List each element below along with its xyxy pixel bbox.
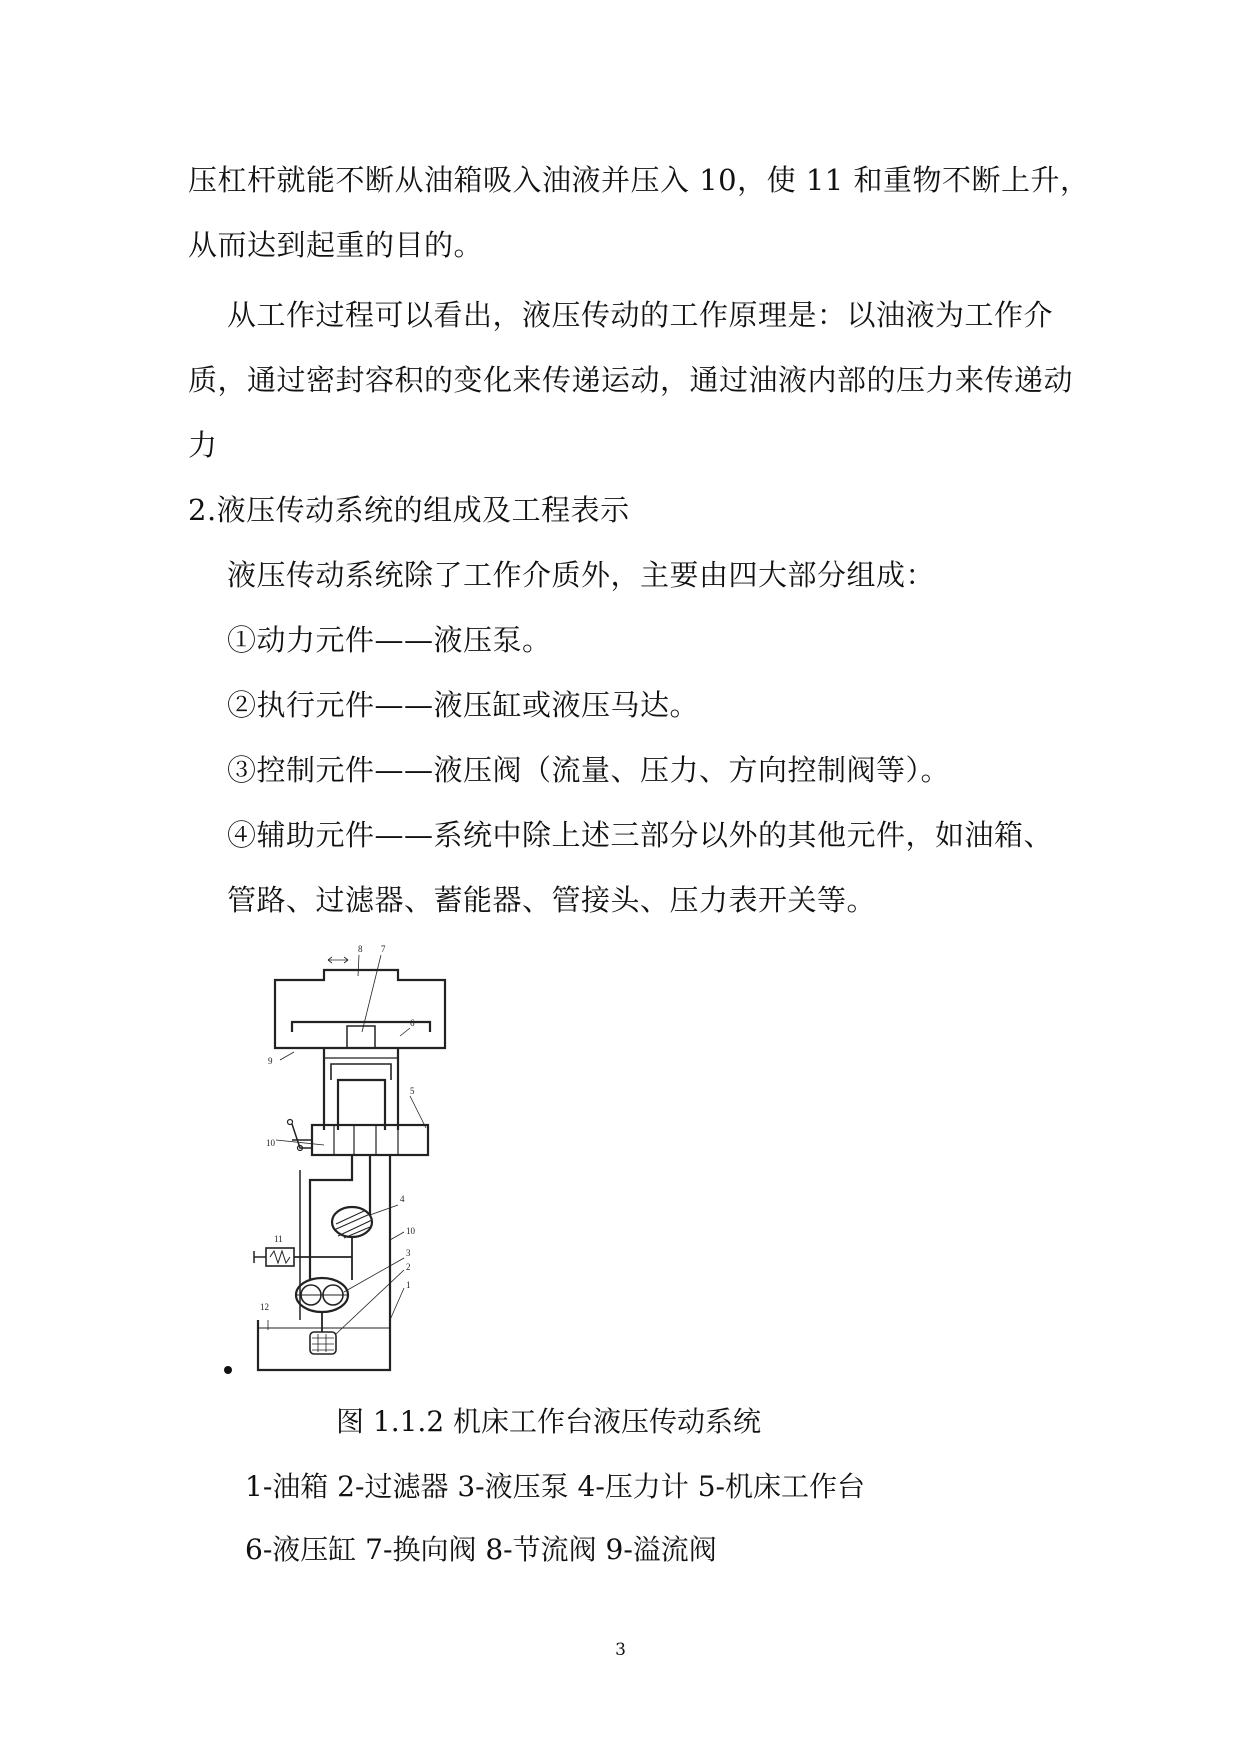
direction-valve bbox=[312, 1125, 428, 1155]
label-2: 2 bbox=[406, 1262, 411, 1272]
label-11: 11 bbox=[274, 1234, 283, 1244]
list-item: ④辅助元件——系统中除上述三部分以外的其他元件，如油箱、 bbox=[227, 818, 1054, 852]
label-10: 10 bbox=[266, 1138, 275, 1148]
section-heading: 2.液压传动系统的组成及工程表示 bbox=[188, 493, 630, 527]
worktable bbox=[275, 970, 445, 1048]
label-3: 3 bbox=[406, 1248, 411, 1258]
label-7: 7 bbox=[381, 944, 386, 954]
label-5: 5 bbox=[410, 1086, 415, 1096]
list-item: 管路、过滤器、蓄能器、管接头、压力表开关等。 bbox=[227, 883, 877, 917]
text-line: 从而达到起重的目的。 bbox=[188, 228, 484, 262]
text-line: 从工作过程可以看出，液压传动的工作原理是：以油液为工作介 bbox=[227, 298, 1054, 332]
valve-lever bbox=[292, 1124, 312, 1148]
filter bbox=[310, 1332, 336, 1354]
list-item: ②执行元件——液压缸或液压马达。 bbox=[227, 688, 700, 722]
pipe-return bbox=[310, 1155, 352, 1280]
text-line: 压杠杆就能不断从油箱吸入油液并压入 10，使 11 和重物不断上升， bbox=[188, 163, 1090, 197]
piston-rod bbox=[347, 1026, 375, 1048]
label-6: 6 bbox=[410, 1018, 415, 1028]
list-item: ③控制元件——液压阀（流量、压力、方向控制阀等）。 bbox=[227, 753, 951, 787]
label-10: 10 bbox=[406, 1226, 415, 1236]
figure-caption: 图 1.1.2 机床工作台液压传动系统 bbox=[336, 1405, 762, 1438]
label-8: 8 bbox=[358, 944, 363, 954]
bullet-dot bbox=[224, 1366, 232, 1374]
label-9: 9 bbox=[268, 1056, 273, 1066]
text-line: 力 bbox=[188, 428, 218, 462]
label-1: 1 bbox=[406, 1280, 411, 1290]
figure-legend-line: 1-油箱 2-过滤器 3-液压泵 4-压力计 5-机床工作台 bbox=[245, 1470, 865, 1503]
list-item: ①动力元件——液压泵。 bbox=[227, 623, 552, 657]
text-line: 质，通过密封容积的变化来传递运动，通过油液内部的压力来传递动 bbox=[188, 363, 1074, 397]
cylinder-walls bbox=[324, 1048, 398, 1130]
intro-text: 液压传动系统除了工作介质外，主要由四大部分组成： bbox=[227, 558, 936, 592]
hydraulic-system-figure bbox=[240, 940, 500, 1380]
figure-legend-line: 6-液压缸 7-换向阀 8-节流阀 9-溢流阀 bbox=[245, 1533, 717, 1566]
label-12: 12 bbox=[260, 1302, 269, 1312]
page-number: 3 bbox=[615, 1640, 626, 1660]
label-4: 4 bbox=[400, 1194, 405, 1204]
cylinder-ports bbox=[338, 1080, 385, 1130]
